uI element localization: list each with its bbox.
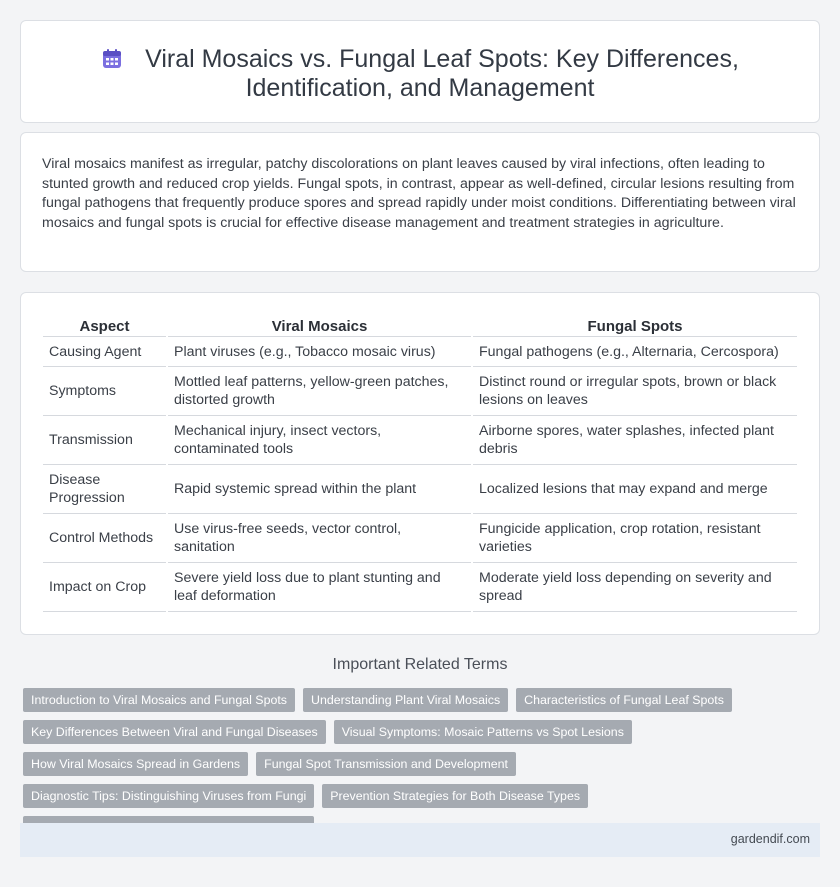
- related-term-chip[interactable]: Characteristics of Fungal Leaf Spots: [516, 688, 732, 712]
- cell-fungal: Distinct round or irregular spots, brown or black lesions on leaves: [473, 367, 797, 416]
- comparison-table-card: [20, 292, 820, 635]
- cell-fungal: Airborne spores, water splashes, infected plant debris: [473, 416, 797, 465]
- cell-aspect: Causing Agent: [43, 337, 166, 367]
- comparison-table: [41, 315, 799, 612]
- header-card: [20, 20, 820, 123]
- cell-viral: Severe yield loss due to plant stunting and leaf deformation: [168, 563, 471, 612]
- cell-viral: Mechanical injury, insect vectors, contaminated tools: [168, 416, 471, 465]
- cell-fungal: Moderate yield loss depending on severity and spread: [473, 563, 797, 612]
- cell-fungal: Fungal pathogens (e.g., Alternaria, Cercospora): [473, 337, 797, 367]
- cell-viral: Rapid systemic spread within the plant: [168, 465, 471, 514]
- related-term-chip[interactable]: Introduction to Viral Mosaics and Fungal Spots: [23, 688, 295, 712]
- calendar-icon: [101, 48, 123, 70]
- cell-viral: Mottled leaf patterns, yellow-green patches, distorted growth: [168, 367, 471, 416]
- header-aspect: Aspect: [43, 315, 166, 337]
- related-term-chip[interactable]: Diagnostic Tips: Distinguishing Viruses from Fungi: [23, 784, 314, 808]
- cell-aspect: Impact on Crop: [43, 563, 166, 612]
- intro-card: [20, 132, 820, 272]
- table-row: [43, 416, 797, 465]
- related-term-chip[interactable]: Prevention Strategies for Both Disease Types: [322, 784, 588, 808]
- related-term-chip[interactable]: Fungal Spot Transmission and Development: [256, 752, 516, 776]
- header-viral-mosaics: Viral Mosaics: [168, 315, 471, 337]
- page-title: [21, 45, 819, 103]
- title-line-1: Viral Mosaics vs. Fungal Leaf Spots: Key Differences,: [145, 45, 739, 73]
- related-term-chip[interactable]: Visual Symptoms: Mosaic Patterns vs Spot Lesions: [334, 720, 632, 744]
- related-term-chip[interactable]: Key Differences Between Viral and Fungal Diseases: [23, 720, 326, 744]
- cell-aspect: Control Methods: [43, 514, 166, 563]
- cell-aspect: Transmission: [43, 416, 166, 465]
- title-line-2: Identification, and Management: [245, 74, 595, 102]
- related-terms-title: Important Related Terms: [332, 656, 508, 673]
- table-row: [43, 563, 797, 612]
- table-row: [43, 514, 797, 563]
- cell-fungal: Localized lesions that may expand and merge: [473, 465, 797, 514]
- table-header-row: [43, 315, 797, 337]
- cell-viral: Plant viruses (e.g., Tobacco mosaic virus): [168, 337, 471, 367]
- related-terms-list: [23, 688, 813, 840]
- header-fungal-spots: Fungal Spots: [473, 315, 797, 337]
- footer: [20, 823, 820, 857]
- cell-fungal: Fungicide application, crop rotation, resistant varieties: [473, 514, 797, 563]
- intro-paragraph: Viral mosaics manifest as irregular, patchy discolorations on plant leaves caused by viral infections, often leading to stunted growth and reduced crop yields. Fungal spots, in contrast, appear as well-defined, circular lesions resulting from fungal pathogens that frequently produce spores and spread rapidly under moist conditions. Differentiating between viral mosaics and fungal spots is crucial for effective disease management and treatment strategies in agriculture.: [42, 156, 796, 231]
- cell-aspect: Disease Progression: [43, 465, 166, 514]
- related-term-chip[interactable]: How Viral Mosaics Spread in Gardens: [23, 752, 248, 776]
- cell-aspect: Symptoms: [43, 367, 166, 416]
- cell-viral: Use virus-free seeds, vector control, sanitation: [168, 514, 471, 563]
- footer-site-link[interactable]: gardendif.com: [730, 832, 810, 846]
- table-row: [43, 367, 797, 416]
- related-term-chip[interactable]: Understanding Plant Viral Mosaics: [303, 688, 508, 712]
- table-row: [43, 337, 797, 367]
- table-row: [43, 465, 797, 514]
